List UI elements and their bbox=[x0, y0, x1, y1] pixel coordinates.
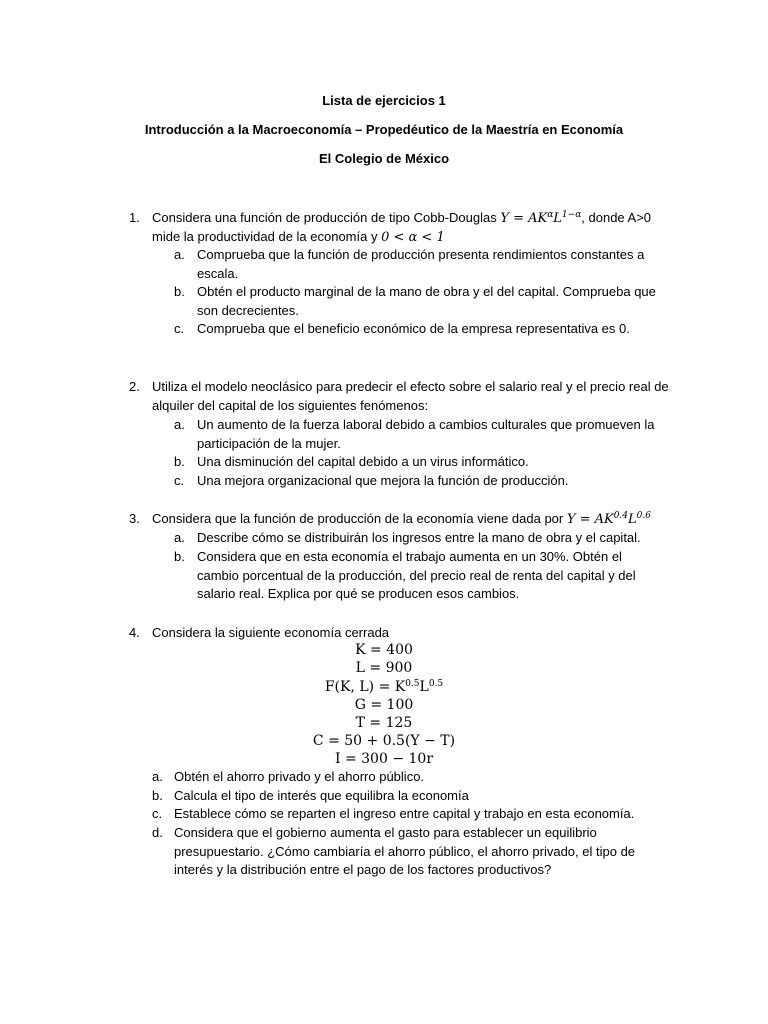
q3-statement bbox=[152, 510, 692, 530]
q1-statement-line2 bbox=[152, 228, 672, 248]
q1-formula: $Y = AK^\alpha L^{1-\alpha}$ bbox=[500, 210, 582, 226]
q1-text-b: , donde A>0 bbox=[581, 210, 652, 225]
q2-statement: Utiliza el modelo neoclásico para predecir el efecto sobre el salario real y el precio real de alquiler del capital de los siguientes fenómenos: bbox=[152, 379, 669, 413]
q2-number: 2. bbox=[129, 379, 140, 394]
q3-text: Considera que la función de producción de la economía viene dada por bbox=[152, 511, 564, 526]
q4-number: 4. bbox=[129, 625, 140, 640]
document-title: Lista de ejercicios 1 bbox=[322, 93, 446, 108]
q4-statement: Considera la siguiente economía cerrada bbox=[152, 625, 390, 640]
equation-t: T = 125 bbox=[355, 715, 413, 731]
document-subtitle: Introducción a la Macroeconomía – Propedéutico de la Maestría en Economía bbox=[144, 122, 624, 137]
q1-range: 0 < α < 1 bbox=[381, 230, 445, 245]
equation-i: I = 300 − 10r bbox=[334, 751, 434, 767]
q1-number: 1. bbox=[129, 210, 140, 225]
equation-production: F(K, $L) = K^{0.5}L^{0.5}$ bbox=[324, 679, 444, 695]
institution-name: El Colegio de México bbox=[318, 151, 450, 166]
equation-k: K = 400 bbox=[355, 642, 413, 658]
equation-l: L = 900 bbox=[355, 660, 413, 676]
document-page: Lista de ejercicios 1 Introducción a la Macroeconomía – Propedéutico de la Maestría en Economía El Colegio de México 1. Considera una función de producción de tipo Cobb-Douglas $Y = AK^\alpha L^{1-\alpha}$, donde A>0 mide la productividad de la economía y 0 < α < 1 a. Comprueba que la función de producción presenta rendimientos constantes a escala. b. Obtén el producto marginal de la mano de obra y el del capital. Comprueba que son decrecientes. c. Comprueba que el beneficio económico de la empresa representativa es 0. 2. Utiliza el modelo neoclásico para predecir el efecto sobre el salario real y el precio real de alquiler del capital de los siguientes fenómenos: a. Un aumento de la fuerza laboral debido a cambios culturales que promueven la participación de la mujer. b. Una disminución del capital debido a un virus informático. c. Una mejora organizacional que mejora la función de producción. 3. Considera que la función de producción de la economía viene dada por $Y = AK^{0.4}L^{0.6}$ a. Describe cómo se distribuirán los ingresos entre la mano de obra y el capital. b. Considera que en esta economía el trabajo aumenta en un 30%. Obtén el cambio porcentual de la producción, del precio real de renta del capital y del salario real. Explica por qué se producen esos cambios. 4. Considera la siguiente economía cerrada K = 400 L = 900 F(K, $L) = K^{0.5}L^{0.5}$ G = 100 T = 125 C = 50 + 0.5(Y − T) I = 300 − 10r a. Obtén el ahorro privado y el ahorro público. b. Calcula el tipo de interés que equilibra la economía c. Establece cómo se reparten el ingreso entre capital y trabajo en esta economía. d. Considera que el gobierno aumenta el gasto para establecer un equilibrio presupuestario. ¿Cómo cambiaría el ahorro público, el ahorro privado, el tipo de interés y la distribución entre el pago de los factores productivos? bbox=[0, 0, 768, 1024]
q1-text-c: mide la productividad de la economía y bbox=[152, 229, 378, 244]
equation-c: C = 50 + 0.5(Y − T) bbox=[312, 733, 456, 749]
q1-text-a: Considera una función de producción de tipo Cobb-Douglas bbox=[152, 210, 497, 225]
equation-g: G = 100 bbox=[354, 697, 414, 713]
q3-formula: $Y = AK^{0.4}L^{0.6}$ bbox=[566, 511, 651, 527]
q3-number: 3. bbox=[129, 511, 140, 526]
q1-statement bbox=[152, 209, 692, 229]
